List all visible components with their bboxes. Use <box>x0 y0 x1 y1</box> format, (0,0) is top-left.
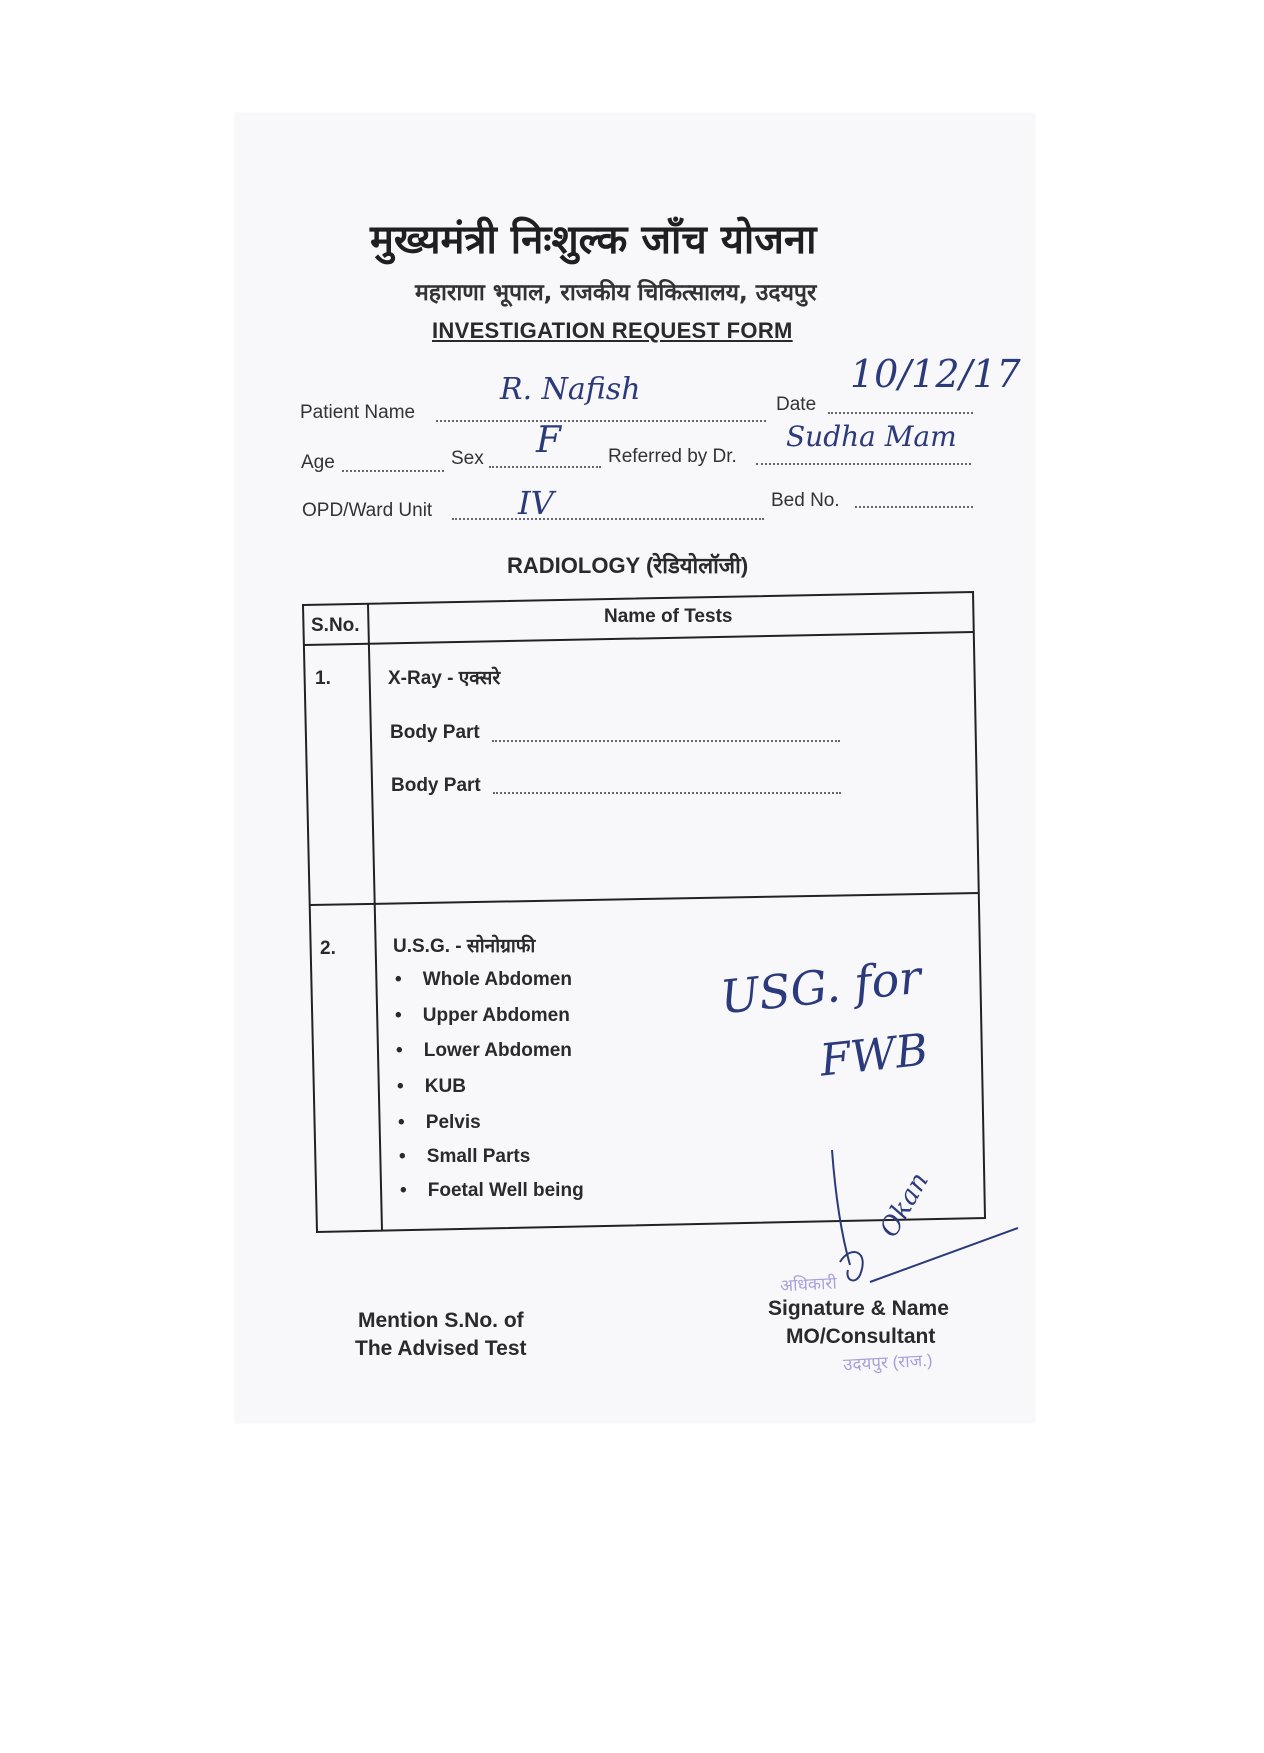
mo-consultant-label: MO/Consultant <box>786 1325 936 1348</box>
handwritten-note-line1: USG. for <box>717 949 924 1025</box>
official-stamp-line2: उदयपुर (राज.) <box>842 1350 934 1375</box>
patient-name-value[interactable]: R. Nafish <box>500 372 641 407</box>
scheme-title: मुख्यमंत्री निःशुल्क जाँच योजना <box>370 217 817 263</box>
age-label: Age <box>301 452 335 473</box>
usg-option-label: Whole Abdomen <box>422 969 572 990</box>
usg-option-small-parts[interactable]: • Small Parts <box>399 1146 531 1167</box>
usg-option-label: Lower Abdomen <box>423 1040 572 1061</box>
row2-test-name: U.S.G. - सोनोग्राफी <box>393 936 536 957</box>
sex-label: Sex <box>451 448 484 469</box>
mention-line2: The Advised Test <box>355 1337 527 1360</box>
usg-option-whole-abdomen[interactable]: • Whole Abdomen <box>395 969 572 990</box>
signature-label: Signature & Name <box>768 1297 949 1320</box>
row1-body-part-2-label: Body Part <box>391 775 481 796</box>
header-sno: S.No. <box>311 615 360 636</box>
usg-option-lower-abdomen[interactable]: • Lower Abdomen <box>396 1040 572 1061</box>
usg-option-upper-abdomen[interactable]: • Upper Abdomen <box>395 1005 570 1026</box>
official-stamp-line1: अधिकारी <box>779 1273 838 1296</box>
row1-body-part-1-label: Body Part <box>390 722 480 743</box>
date-value[interactable]: 10/12/17 <box>850 352 1021 396</box>
usg-option-label: Upper Abdomen <box>422 1005 570 1026</box>
row1-test-name: X-Ray - एक्सरे <box>388 668 501 689</box>
row1-sno: 1. <box>315 668 331 689</box>
handwritten-note-line2: FWB <box>817 1024 931 1087</box>
sex-value[interactable]: F <box>536 420 561 461</box>
hospital-name: महाराणा भूपाल, राजकीय चिकित्सालय, उदयपुर <box>415 280 817 306</box>
usg-option-label: KUB <box>424 1076 466 1097</box>
bed-no-label: Bed No. <box>771 490 840 511</box>
usg-option-foetal-well-being[interactable]: • Foetal Well being <box>400 1180 584 1201</box>
opd-ward-label: OPD/Ward Unit <box>302 500 433 521</box>
radiology-heading: RADIOLOGY (रेडियोलॉजी) <box>507 553 749 578</box>
usg-option-label: Foetal Well being <box>427 1180 584 1201</box>
usg-option-label: Small Parts <box>426 1146 531 1167</box>
form-title: INVESTIGATION REQUEST FORM <box>432 318 793 343</box>
referred-by-value[interactable]: Sudha Mam <box>786 420 957 453</box>
signature-scrawl-text: Okan <box>874 1167 935 1243</box>
referred-by-label: Referred by Dr. <box>608 446 737 467</box>
usg-option-label: Pelvis <box>425 1112 481 1133</box>
usg-option-pelvis[interactable]: • Pelvis <box>398 1112 481 1133</box>
patient-name-label: Patient Name <box>300 402 416 423</box>
header-name-of-tests: Name of Tests <box>604 606 733 627</box>
row2-sno: 2. <box>320 938 336 959</box>
usg-option-kub[interactable]: • KUB <box>397 1076 466 1097</box>
mention-line1: Mention S.No. of <box>358 1309 524 1332</box>
opd-ward-value[interactable]: IV <box>518 484 554 522</box>
date-label: Date <box>776 394 817 415</box>
